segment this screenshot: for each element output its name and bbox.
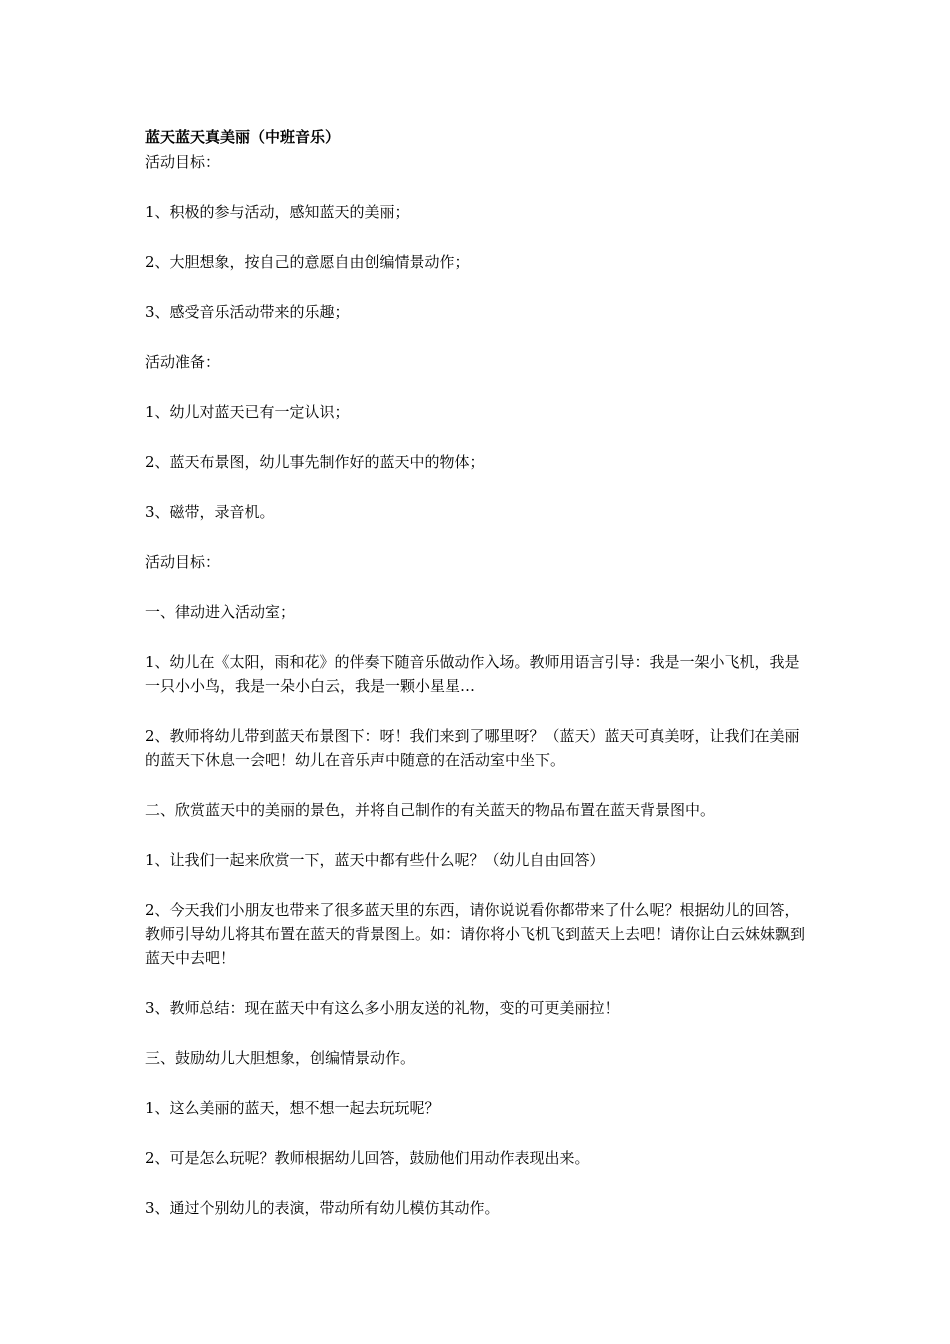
paragraph-step-1: 一、律动进入活动室； <box>145 603 296 621</box>
paragraph: 2、今天我们小朋友也带来了很多蓝天里的东西，请你说说看你都带来了什么呢？根据幼儿的回答，教师引导幼儿将其布置在蓝天的背景图上。如：请你将小飞机飞到蓝天上去吧！请你让白云妹妹飘到蓝天中去吧！ <box>145 901 806 967</box>
paragraph-step-3: 三、鼓励幼儿大胆想象，创编情景动作。 <box>145 1049 416 1067</box>
paragraph-step-2: 二、欣赏蓝天中的美丽的景色，并将自己制作的有关蓝天的物品布置在蓝天背景图中。 <box>145 801 716 819</box>
paragraph-section-goals: 活动目标： <box>145 153 221 171</box>
paragraph: 2、大胆想象，按自己的意愿自由创编情景动作； <box>145 253 470 271</box>
paragraph: 2、教师将幼儿带到蓝天布景图下：呀！我们来到了哪里呀？（蓝天）蓝天可真美呀，让我们在美丽的蓝天下休息一会吧！幼儿在音乐声中随意的在活动室中坐下。 <box>145 727 800 769</box>
paragraph: 3、感受音乐活动带来的乐趣； <box>145 303 350 321</box>
paragraph: 2、可是怎么玩呢？教师根据幼儿回答，鼓励他们用动作表现出来。 <box>145 1149 590 1167</box>
paragraph: 1、幼儿对蓝天已有一定认识； <box>145 403 350 421</box>
document-body <box>145 124 810 1246</box>
paragraph: 1、让我们一起来欣赏一下，蓝天中都有些什么呢？（幼儿自由回答） <box>145 851 605 869</box>
paragraph: 3、教师总结：现在蓝天中有这么多小朋友送的礼物，变的可更美丽拉！ <box>145 999 620 1017</box>
paragraph: 2、蓝天布景图，幼儿事先制作好的蓝天中的物体； <box>145 453 485 471</box>
paragraph: 3、通过个别幼儿的表演，带动所有幼儿模仿其动作。 <box>145 1199 500 1217</box>
paragraph: 3、磁带，录音机。 <box>145 503 275 521</box>
paragraph-section-prep: 活动准备： <box>145 353 221 371</box>
paragraph-section-goals-2: 活动目标： <box>145 553 221 571</box>
paragraph: 1、幼儿在《太阳，雨和花》的伴奏下随音乐做动作入场。教师用语言引导：我是一架小飞机，我是一只小小鸟，我是一朵小白云，我是一颗小星星… <box>145 653 800 695</box>
paragraph: 1、积极的参与活动，感知蓝天的美丽； <box>145 203 410 221</box>
paragraph: 1、这么美丽的蓝天，想不想一起去玩玩呢？ <box>145 1099 440 1117</box>
document-title: 蓝天蓝天真美丽（中班音乐） <box>145 128 341 146</box>
